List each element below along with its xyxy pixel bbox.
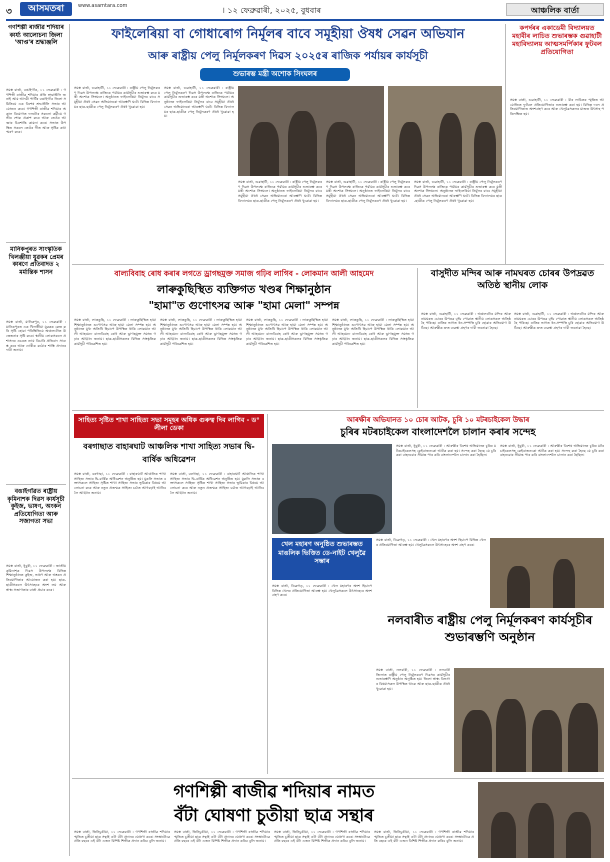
story-4-body-b: সমস্ত বাৰ্তা, ধুবুৰী, ১১ ফেব্ৰুৱাৰী : আৰক্ষীৰ বিশেষ অভিযানত চুৰিৰ মটৰচাইকেলসহ কেইবাজনকো আটক কৰা হয়। সন্দেহ কৰা হৈছে যে চুৰি কৰা বাহনবোৰ সীমান্ত পাৰ কৰি বাংলাদেশলৈ চালান কৰা হৈছিল। [500,444,604,458]
story-8-body-a: সমস্ত বাৰ্তা, তিনিচুকীয়া, ১১ ফেব্ৰুৱাৰী : গণশিল্পী ৰাজীৱ শদিয়াৰ স্মৃতিত চুতীয়া ছাত্ৰ সন্থাই এটা বঁটা প্ৰদানৰ ঘোষণা কৰে। সংস্থাটোৱে প্ৰতি বছৰে এই বঁটা এজন বিশিষ্ট শিল্পীক প্ৰদান কৰিব বুলি জনায়। [74,830,170,844]
left-headline-1: গণশিল্পী ৰাজীৱ শদিয়াৰ কাৰ্য্য আলোচনা জিলা 'আপ্ত'ৰ শ্ৰদ্ধাঞ্জলি [8,24,64,46]
story-2-body-a: সমস্ত বাৰ্তা, লাৰুকুছি, ১১ ফেব্ৰুৱাৰী : লাৰুকুছিস্থিত হামা শিক্ষানুষ্ঠানত গুণোৎসৱ আৰু হামা মেলা সম্পন্ন হয়। অনুষ্ঠানত মুখ্য অতিথি হিচাপে উপস্থিত থাকি লোকমান আলী আহমেদে বাল্যবিবাহ ৰোধ আৰু ড্ৰাগছমুক্ত সমাজ গঢ়াৰ আহ্বান জনায়। ছাত্ৰ-ছাত্ৰীসকলৰ বিভিন্ন সাংস্কৃতিক কাৰ্যসূচী পৰিৱেশিত হয়। [74,318,156,346]
main-headline-1: ফাইলেৰিয়া বা গোধাৰোগ নিৰ্মূলৰ বাবে সমূহীয়া ঔষধ সেৱন অভিযান [111,27,465,42]
left-body-3: সমস্ত বাৰ্তা, ধুবুৰী, ১১ ফেব্ৰুৱাৰী : জাতীয় কৃমিনাশক দিৱস উপলক্ষে বিভিন্ন শিক্ষানুষ্ঠানত কুইজ, ভাষণ আৰু অংকন প্ৰতিযোগিতাৰ আয়োজন কৰা হয়। ছাত্ৰ-ছাত্ৰীসকলে উৎসাহেৰে অংশ লয় আৰু স্বাস্থ্য সজাগতাৰ বাৰ্তা প্ৰচাৰ কৰে। [6,564,66,592]
story-6-title: খেল মহাৰণ অনুষ্ঠিত শুভাৰম্ভত মাঙলিক ভিত্তিত ডে-নাইট খেলুৱৈ সম্ভাৰ [272,538,372,580]
website-url: www.asamtara.com [78,3,128,9]
story-2-body-b: সমস্ত বাৰ্তা, লাৰুকুছি, ১১ ফেব্ৰুৱাৰী : লাৰুকুছিস্থিত হামা শিক্ষানুষ্ঠানত গুণোৎসৱ আৰু হামা মেলা সম্পন্ন হয়। অনুষ্ঠানত মুখ্য অতিথি হিচাপে উপস্থিত থাকি লোকমান আলী আহমেদে বাল্যবিবাহ ৰোধ আৰু ড্ৰাগছমুক্ত সমাজ গঢ়াৰ আহ্বান জনায়। ছাত্ৰ-ছাত্ৰীসকলৰ বিভিন্ন সাংস্কৃতিক কাৰ্যসূচী পৰিৱেশিত হয়। [160,318,242,346]
main-body-col2: সমস্ত বাৰ্তা, গুৱাহাটী, ১১ ফেব্ৰুৱাৰী : ৰাষ্ট্ৰীয় পেলু নিৰ্মূলকৰণ দিৱস উপলক্ষে ৰাজ্যিক পৰ্যায়ৰ কাৰ্যসূচীৰ শুভাৰম্ভ কৰে মন্ত্ৰী অশোক সিংঘলে। অনুষ্ঠানত ফাইলেৰিয়া নিৰ্মূলৰ বাবে সমূহীয়া ঔষধ সেৱন অভিযানৰো আৰম্ভণি ঘটে। বিভিন্ন বিদ্যালয়ৰ ছাত্ৰ-ছাত্ৰীক পেলু নিৰ্মূলকৰণ ঔষধ খুৱোৱা হয়। [164,86,234,119]
main-headline-2: আৰু ৰাষ্ট্ৰীয় পেলু নিৰ্মূলকৰণ দিৱস ২০২৫ৰ ৰাজিক পৰ্যায়ৰ কাৰ্যসূচী [148,50,428,62]
story-8-body-c: সমস্ত বাৰ্তা, তিনিচুকীয়া, ১১ ফেব্ৰুৱাৰী : গণশিল্পী ৰাজীৱ শদিয়াৰ স্মৃতিত চুতীয়া ছাত্ৰ সন্থাই এটা বঁটা প্ৰদানৰ ঘোষণা কৰে। সংস্থাটোৱে প্ৰতি বছৰে এই বঁটা এজন বিশিষ্ট শিল্পীক প্ৰদান কৰিব বুলি জনায়। [274,830,370,844]
right-body: সমস্ত বাৰ্তা, গুৱাহাটী, ১১ ফেব্ৰুৱাৰী : বীৰ লাচিতৰ স্মৃতিত আয়োজিত ফুটবল প্ৰতিযোগিতাৰ শুভাৰম্ভ কৰা হয়। বিভিন্ন দলে প্ৰতিযোগিতাত অংশগ্ৰহণ কৰে আৰু খেলুৱৈসকলৰ মাজত উৎসাহ পৰিলক্ষিত হয়। [510,98,604,117]
page-number: ৩ [6,7,12,17]
students-photo [388,86,502,176]
story-3-body-b: সমস্ত বাৰ্তা, গুৱাহাটী, ১১ ফেব্ৰুৱাৰী : অঞ্চলটোৰ মন্দিৰ আৰু নামঘৰত চোৰৰ উপদ্ৰৱ বৃদ্ধি পোৱাত স্থানীয় লোকসকল অতিষ্ঠ হৈ পৰিছে। ৰাতিৰ ভাগত ধন-সম্পত্তি চুৰি হোৱাৰ অভিযোগ উঠিছে। আৰক্ষীক দ্ৰুত ব্যৱস্থা গ্ৰহণৰ দাবী জনোৱা হৈছে। [514,312,604,331]
main-body: সমস্ত বাৰ্তা, গুৱাহাটী, ১১ ফেব্ৰুৱাৰী : ৰাষ্ট্ৰীয় পেলু নিৰ্মূলকৰণ দিৱস উপলক্ষে ৰাজ্যিক পৰ্যায়ৰ কাৰ্যসূচীৰ শুভাৰম্ভ কৰে মন্ত্ৰী অশোক সিংঘলে। অনুষ্ঠানত ফাইলেৰিয়া নিৰ্মূলৰ বাবে সমূহীয়া ঔষধ সেৱন অভিযানৰো আৰম্ভণি ঘটে। বিভিন্ন বিদ্যালয়ৰ ছাত্ৰ-ছাত্ৰীক পেলু নিৰ্মূলকৰণ ঔষধ খুৱোৱা হয়। [74,86,160,109]
story-5-band: সাহিত্য সৃষ্টিত শাখা সাহিত্য সভা সমূহৰ অধিক গুৰুত্ব দিব লাগিব - ড° লীলা ডেকা [74,414,264,438]
story-8-title-2: বঁটা ঘোষণা চুতীয়া ছাত্ৰ সন্থাৰ [174,806,374,826]
story-6-body: সমস্ত বাৰ্তা, ডিব্ৰুগড়, ১১ ফেব্ৰুৱাৰী : খেল মহাৰণৰ অংশ হিচাপে বিভিন্ন খেলৰ প্ৰতিযোগিতা আৰম্ভ হয়। খেলুৱৈসকলে উৎসাহেৰে অংশ গ্ৰহণ কৰে। [272,584,372,598]
story-3-body-a: সমস্ত বাৰ্তা, গুৱাহাটী, ১১ ফেব্ৰুৱাৰী : অঞ্চলটোৰ মন্দিৰ আৰু নামঘৰত চোৰৰ উপদ্ৰৱ বৃদ্ধি পোৱাত স্থানীয় লোকসকল অতিষ্ঠ হৈ পৰিছে। ৰাতিৰ ভাগত ধন-সম্পত্তি চুৰি হোৱাৰ অভিযোগ উঠিছে। আৰক্ষীক দ্ৰুত ব্যৱস্থা গ্ৰহণৰ দাবী জনোৱা হৈছে। [421,312,511,331]
story-5-body-b: সমস্ত বাৰ্তা, বৰগাছা, ১১ ফেব্ৰুৱাৰী : বাহাৰঘাট আঞ্চলিক শাখা সাহিত্য সভাৰ দ্বি-বাৰ্ষিক অধিৱেশন অনুষ্ঠিত হয়। মুকলি সভাত বক্তাসকলে সাহিত্য সৃষ্টিত শাখা সাহিত্য সভাৰ ভূমিকাৰ বিষয়ে আলোচনা কৰে আৰু নতুন প্ৰজন্মক সাহিত্য চৰ্চাত আগবঢ়াই আনিবলৈ আহ্বান জনায়। [170,472,264,495]
ceremony-photo [238,86,384,176]
column-rule [69,24,70,856]
story-7-body-a: সমস্ত বাৰ্তা, নলবাৰী, ১১ ফেব্ৰুৱাৰী : নলবাৰী জিলাত ৰাষ্ট্ৰীয় পেলু নিৰ্মূলকৰণ দিৱসৰ কাৰ্যসূচীৰ শুভাৰম্ভণি অনুষ্ঠান অনুষ্ঠিত হয়। জিলা স্বাস্থ্য বিভাগৰ বিষয়াসকল উপস্থিত থাকে আৰু ছাত্ৰ-ছাত্ৰীক ঔষধ খুৱোৱা হয়। [376,668,450,691]
divider [6,242,66,243]
story-3-title: বাসুদীত মন্দিৰ আৰু নামঘৰত চোৰৰ উপদ্ৰৱত অতিষ্ঠ স্থানীয় লোক [430,269,595,291]
issue-date: । ১২ ফেব্ৰুৱাৰী, ২০২৫, বুধবাৰ [222,6,322,15]
story-5-title: বৰগাছাত বাহাৰঘাট আঞ্চলিক শাখা সাহিত্য সভাৰ দ্বি-বাৰ্ষিক অধিৱেশন [83,442,255,464]
quote-band: বাল্যবিবাহ ৰোধ কৰাৰ লগতে ড্ৰাগছমুক্ত সমাজ গঢ়িব লাগিব - লোকমান আলী আহমেদ [114,269,374,278]
left-headline-2: মানিকপুৰত সাংস্কৃতিক খিলঞ্জীয়া যুৱকৰ প্ৰেমৰ কাৰণে প্ৰতিবাদত ২ মৰ্মান্তিক শাসন [8,246,64,276]
divider [72,264,604,265]
story-2-title: লাৰুকুছিস্থিত ব্যক্তিগত খণ্ডৰ শিক্ষানুষ্ঠান [157,283,331,296]
main-body-col5: সমস্ত বাৰ্তা, গুৱাহাটী, ১১ ফেব্ৰুৱাৰী : ৰাষ্ট্ৰীয় পেলু নিৰ্মূলকৰণ দিৱস উপলক্ষে ৰাজ্যিক পৰ্যায়ৰ কাৰ্যসূচীৰ শুভাৰম্ভ কৰে মন্ত্ৰী অশোক সিংঘলে। অনুষ্ঠানত ফাইলেৰিয়া নিৰ্মূলৰ বাবে সমূহীয়া ঔষধ সেৱন অভিযানৰো আৰম্ভণি ঘটে। বিভিন্ন বিদ্যালয়ৰ ছাত্ৰ-ছাত্ৰীক পেলু নিৰ্মূলকৰণ ঔষধ খুৱোৱা হয়। [414,180,502,203]
newspaper-logo: আসমতৰা [20,2,72,16]
left-body-1: সমস্ত বাৰ্তা, বঙাইগাঁও, ১১ ফেব্ৰুৱাৰী : গণশিল্পী ৰাজীৱ শদিয়াৰ প্ৰতি শ্ৰদ্ধাঞ্জলি জনাই আম আদমী পাৰ্টিৰ বঙাইগাঁও জিলা সমিতিয়ে এক বিশেষ শ্ৰদ্ধাঞ্জলি সভাৰ আয়োজন কৰে। গণশিল্পী ৰাজীৱ শদিয়াৰ অকাল বিয়োগত দলটোৰ সকলো কৰ্মীয়ে গভীৰ শোক প্ৰকাশ কৰে আৰু তেওঁৰ আত্মাৰ চিৰশান্তি কামনা কৰে। সভাত উপস্থিত সকলে তেওঁৰ গীত আৰু সৃষ্টিৰ কথা স্মৰণ কৰে। [6,88,66,135]
story-4-body-a: সমস্ত বাৰ্তা, ধুবুৰী, ১১ ফেব্ৰুৱাৰী : আৰক্ষীৰ বিশেষ অভিযানত চুৰিৰ মটৰচাইকেলসহ কেইবাজনকো আটক কৰা হয়। সন্দেহ কৰা হৈছে যে চুৰি কৰা বাহনবোৰ সীমান্ত পাৰ কৰি বাংলাদেশলৈ চালান কৰা হৈছিল। [396,444,496,458]
story-2-body-d: সমস্ত বাৰ্তা, লাৰুকুছি, ১১ ফেব্ৰুৱাৰী : লাৰুকুছিস্থিত হামা শিক্ষানুষ্ঠানত গুণোৎসৱ আৰু হামা মেলা সম্পন্ন হয়। অনুষ্ঠানত মুখ্য অতিথি হিচাপে উপস্থিত থাকি লোকমান আলী আহমেদে বাল্যবিবাহ ৰোধ আৰু ড্ৰাগছমুক্ত সমাজ গঢ়াৰ আহ্বান জনায়। ছাত্ৰ-ছাত্ৰীসকলৰ বিভিন্ন সাংস্কৃতিক কাৰ্যসূচী পৰিৱেশিত হয়। [332,318,414,346]
left-body-2: সমস্ত বাৰ্তা, মানিকপুৰ, ১১ ফেব্ৰুৱাৰী : মানিকপুৰত এক খিলঞ্জীয়া যুৱকক কেন্দ্ৰ কৰি সৃষ্টি হোৱা পৰিস্থিতিয়ে অঞ্চলটোত উত্তেজনাৰ সৃষ্টি কৰে। স্থানীয় লোকসকলে প্ৰশাসনৰ ওচৰত ন্যায় বিচাৰি প্ৰতিবাদ সাব্যস্ত কৰে আৰু দোষীক কঠোৰ শাস্তি প্ৰদানৰ দাবী জনায়। [6,320,66,353]
story-5-body-a: সমস্ত বাৰ্তা, বৰগাছা, ১১ ফেব্ৰুৱাৰী : বাহাৰঘাট আঞ্চলিক শাখা সাহিত্য সভাৰ দ্বি-বাৰ্ষিক অধিৱেশন অনুষ্ঠিত হয়। মুকলি সভাত বক্তাসকলে সাহিত্য সৃষ্টিত শাখা সাহিত্য সভাৰ ভূমিকাৰ বিষয়ে আলোচনা কৰে আৰু নতুন প্ৰজন্মক সাহিত্য চৰ্চাত আগবঢ়াই আনিবলৈ আহ্বান জনায়। [74,472,166,495]
left-headline-3: বঙাইগাঁৱত ৰাষ্ট্ৰীয় কৃমিনাশক দিৱস কাৰ্যসূচী কুইজ, ভাষণ, অংকন প্ৰতিযোগিতা আৰু সজাগতা সভা [7,488,65,525]
story-6-body-b: সমস্ত বাৰ্তা, ডিব্ৰুগড়, ১১ ফেব্ৰুৱাৰী : খেল মহাৰণৰ অংশ হিচাপে বিভিন্ন খেলৰ প্ৰতিযোগিতা আৰম্ভ হয়। খেলুৱৈসকলে উৎসাহেৰে অংশ গ্ৰহণ কৰে। [376,538,486,547]
story-2-body-c: সমস্ত বাৰ্তা, লাৰুকুছি, ১১ ফেব্ৰুৱাৰী : লাৰুকুছিস্থিত হামা শিক্ষানুষ্ঠানত গুণোৎসৱ আৰু হামা মেলা সম্পন্ন হয়। অনুষ্ঠানত মুখ্য অতিথি হিচাপে উপস্থিত থাকি লোকমান আলী আহমেদে বাল্যবিবাহ ৰোধ আৰু ড্ৰাগছমুক্ত সমাজ গঢ়াৰ আহ্বান জনায়। ছাত্ৰ-ছাত্ৰীসকলৰ বিভিন্ন সাংস্কৃতিক কাৰ্যসূচী পৰিৱেশিত হয়। [246,318,328,346]
divider [6,484,66,485]
motorcycles-photo [272,444,392,534]
divider [72,410,604,411]
header-rule [6,19,604,21]
left-column [6,24,66,856]
section-label: আঞ্চলিক বাৰ্তা [506,3,604,16]
sports-photo [490,538,604,608]
nalbari-photo [454,668,604,772]
story-8-body-d: সমস্ত বাৰ্তা, তিনিচুকীয়া, ১১ ফেব্ৰুৱাৰী : গণশিল্পী ৰাজীৱ শদিয়াৰ স্মৃতিত চুতীয়া ছাত্ৰ সন্থাই এটা বঁটা প্ৰদানৰ ঘোষণা কৰে। সংস্থাটোৱে প্ৰতি বছৰে এই বঁটা এজন বিশিষ্ট শিল্পীক প্ৰদান কৰিব বুলি জনায়। [374,830,474,844]
story-4-subtitle: আৰক্ষীৰ অভিযানত ১০ চোৰ আটক, চুৰি ১০ মটৰচাইকেল উদ্ধাৰ [346,416,530,424]
column-rule [505,24,506,264]
story-4-title: চুৰিৰ মটৰচাইকেল বাংলাদেশলৈ চালান কৰাৰ সন্দেহ [340,427,536,438]
divider [72,778,604,779]
right-headline: কপৰ্দৰৰ একাডেমী বিদ্যালয়ত মহাবীৰ লাচিত শুভাৰম্ভক গুৱাহাটী মহাবিদ্যালয় আত্মসমৰ্পিকাৰ ফুটবল প্ৰতিযোগিতা [512,24,602,56]
main-body-col4: সমস্ত বাৰ্তা, গুৱাহাটী, ১১ ফেব্ৰুৱাৰী : ৰাষ্ট্ৰীয় পেলু নিৰ্মূলকৰণ দিৱস উপলক্ষে ৰাজ্যিক পৰ্যায়ৰ কাৰ্যসূচীৰ শুভাৰম্ভ কৰে মন্ত্ৰী অশোক সিংঘলে। অনুষ্ঠানত ফাইলেৰিয়া নিৰ্মূলৰ বাবে সমূহীয়া ঔষধ সেৱন অভিযানৰো আৰম্ভণি ঘটে। বিভিন্ন বিদ্যালয়ৰ ছাত্ৰ-ছাত্ৰীক পেলু নিৰ্মূলকৰণ ঔষধ খুৱোৱা হয়। [326,180,410,203]
column-rule [267,414,268,774]
column-rule [417,268,418,408]
story-8-body-b: সমস্ত বাৰ্তা, তিনিচুকীয়া, ১১ ফেব্ৰুৱাৰী : গণশিল্পী ৰাজীৱ শদিয়াৰ স্মৃতিত চুতীয়া ছাত্ৰ সন্থাই এটা বঁটা প্ৰদানৰ ঘোষণা কৰে। সংস্থাটোৱে প্ৰতি বছৰে এই বঁটা এজন বিশিষ্ট শিল্পীক প্ৰদান কৰিব বুলি জনায়। [174,830,270,844]
story-8-title-1: গণশিল্পী ৰাজীৱ শদিয়াৰ নামত [173,782,375,802]
award-photo [478,782,604,858]
story-2-title-2: "হামা"ত গুণোৎসৱ আৰু "হামা মেলা" সম্পন্ন [148,300,340,312]
main-body-col3: সমস্ত বাৰ্তা, গুৱাহাটী, ১১ ফেব্ৰুৱাৰী : ৰাষ্ট্ৰীয় পেলু নিৰ্মূলকৰণ দিৱস উপলক্ষে ৰাজ্যিক পৰ্যায়ৰ কাৰ্যসূচীৰ শুভাৰম্ভ কৰে মন্ত্ৰী অশোক সিংঘলে। অনুষ্ঠানত ফাইলেৰিয়া নিৰ্মূলৰ বাবে সমূহীয়া ঔষধ সেৱন অভিযানৰো আৰম্ভণি ঘটে। বিভিন্ন বিদ্যালয়ৰ ছাত্ৰ-ছাত্ৰীক পেলু নিৰ্মূলকৰণ ঔষধ খুৱোৱা হয়। [238,180,322,203]
story-7-title: নলবাৰীত ৰাষ্ট্ৰীয় পেলু নিৰ্মূলকৰণ কাৰ্যসূচীৰ শুভাৰম্ভণি অনুষ্ঠান [387,613,593,644]
main-tag-banner: শুভাৰম্ভ মন্ত্ৰী অশোক সিংঘলৰ [200,68,350,81]
